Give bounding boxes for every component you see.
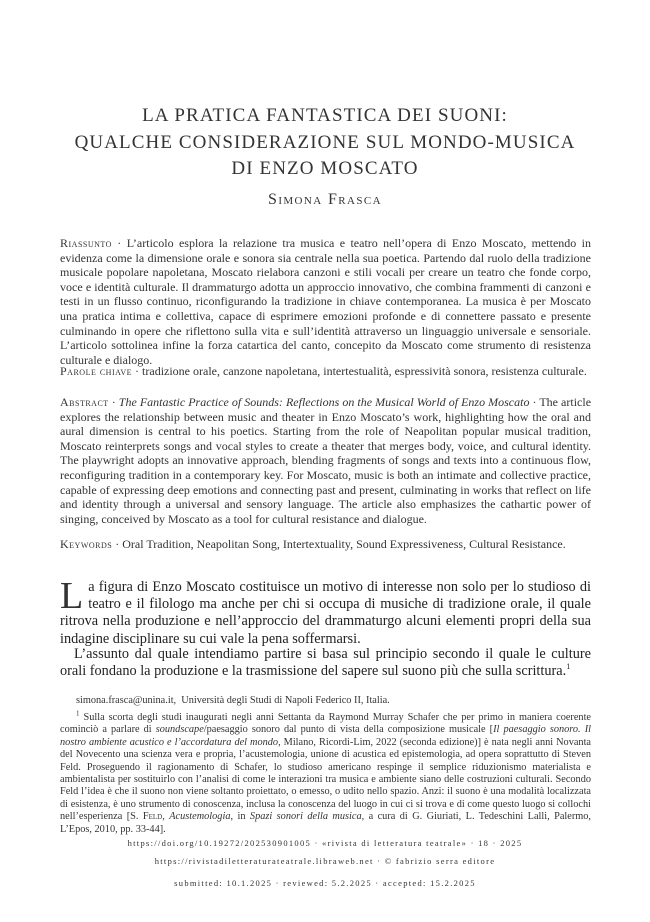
author-affiliation: [76, 695, 390, 706]
footnote-reference[interactable]: 1: [566, 662, 571, 672]
title-line-2: QUALCHE CONSIDERAZIONE SUL MONDO-MUSICA: [74, 131, 576, 153]
parole-chiave-paragraph: Parole chiave · tradizione orale, canzone napoletana, intertestualità, espressività sonora, resistenza culturale.: [60, 364, 587, 378]
keywords-paragraph: Keywords · Oral Tradition, Neapolitan Song, Intertextuality, Sound Expressiveness, Cultural Resistance.: [60, 537, 566, 551]
abstract-text: The article explores the relationship between music and theater in Enzo Moscato’s work, highlighting how the oral and aural dimension is central to his poetics. Starting from the role of Neapolitan popular musical tradition, Moscato reinterprets songs and vocal styles to create a theater that merges body, voice, and cultural identity. The playwright adopts an innovative approach, blending fragments of songs and texts into a continuous flow, reconfiguring tradition in a contemporary key. For Moscato, music is both an intimate and collective practice, capable of expressing deep emotions and connecting past and present, culminating in works that reflect on life and identity through a universal and sensory language. The article also emphasizes the cathartic power of singing, conceived by Moscato as a tool for cultural resistance and dialogue.: [60, 395, 592, 526]
title-line-1: LA PRATICA FANTASTICA DEI SUONI:: [142, 105, 508, 126]
keywords-text: Oral Tradition, Neapolitan Song, Intertextuality, Sound Expressiveness, Cultural Resistance.: [122, 537, 566, 551]
footer-website-line[interactable]: https://rivistadiletteraturateatrale.libraweb.net · © fabrizio serra editore: [154, 856, 496, 866]
footer-dates-line: submitted: 10.1.2025 · reviewed: 5.2.2025 · accepted: 15.2.2025: [174, 878, 476, 888]
riassunto-label: Riassunto: [60, 236, 112, 250]
riassunto-paragraph: Riassunto · L’articolo esplora la relazione tra musica e teatro nell’opera di Enzo Moscato, mettendo in evidenza come la dimensione orale e sonora sia centrale nella sua poetica. Partendo dal ruolo della tradizione musicale popolare napoletana, Moscato rielabora canzoni e stili vocali per creare un teatro che fonde corpo, voce e identità culturale. Il drammaturgo adotta un approccio innovativo, che combina frammenti di canzoni e testi in un flusso continuo, riconfigurando la tradizione in chiave contemporanea. La musica è per Moscato una pratica intima e collettiva, capace di esprimere emozioni profonde e di connettere passato e presente culminando in opere che riflettono sulla vita e sull’identità attraverso un linguaggio universale e sensoriale. L’articolo sottolinea infine la forza catartica del canto, concepito da Moscato come strumento di resistenza culturale e dialogo.: [60, 236, 592, 367]
title-line-3: DI ENZO MOSCATO: [231, 158, 419, 179]
author-name: Simona Frasca: [268, 191, 382, 208]
body-paragraph-1: La figura di Enzo Moscato costituisce un motivo di interesse non solo per lo studioso di teatro e il filologo ma anche per chi si occupa di musiche di tradizione orale, il quale ritrova nella produzione e nell’approccio del drammaturgo alcuni elementi propri della sua indagine disciplinare su cui vale la pena soffermarsi.: [60, 575, 591, 647]
parole-chiave-label: Parole chiave: [60, 364, 133, 378]
article-title: [40, 103, 610, 183]
abstract-label: Abstract: [60, 395, 109, 409]
footnote-1: $^1$ Sulla scorta degli studi inaugurati negli anni Settanta da Raymond Murray Schafer che per primo in maniera coerente cominciò a parlare di soundscape/paesaggio sonoro dal punto di vista della composizione musicale [Il paesaggio sonoro. Il nostro ambiente acustico e l’accordatura del mondo, Milano, Ricordi-Lim, 2022 (seconda edizione)] è nata negli anni Novanta del Novecento una scienza vera e propria, l’acustemologia, unione di acustica ed epistemologia, ad opera soprattutto di Steven Feld. Proseguendo il ragionamento di Schafer, lo studioso americano respinge il semplice riduzionismo materialista e ambientalista per sostituirlo con l’analisi di come le interazioni tra musica e ambiente siano delle costruzioni culturali. Secondo Feld l’idea è che il suono non viene soltanto proiettato, o emesso, o udito nello spazio. Anzi: il suono è una modalità localizzata di esistenza, è uno strumento di conoscenza, inclusa la conoscenza del luogo in cui ci si trova e di come questo luogo si collochi nell’esperienza [S. Feld, Acustemologia, in Spazi sonori della musica, a cura di G. Giuriati, L. Tedeschini Lalli, Palermo, L’Epos, 2010, pp. 33-44].: [60, 709, 592, 835]
abstract-english-title: The Fantastic Practice of Sounds: Reflections on the Musical World of Enzo Moscato: [118, 395, 530, 409]
footer-doi-line[interactable]: https://doi.org/10.19272/202530901005 · «rivista di letteratura teatrale» · 18 · 2025: [127, 838, 523, 848]
parole-chiave-text: tradizione orale, canzone napoletana, intertestualità, espressività sonora, resistenza culturale.: [142, 364, 587, 378]
footnote-number: 1: [76, 709, 80, 718]
author-email[interactable]: simona.frasca@unina.it,: [76, 695, 177, 706]
body-paragraph-2: L’assunto dal quale intendiamo partire si basa sul principio secondo il quale le culture orali fondano la produzione e la trasmissione del sapere sul suono più che sulla scrittura.$^1$: [60, 646, 591, 680]
abstract-paragraph: Abstract · The Fantastic Practice of Sounds: Reflections on the Musical World of Enzo Moscato · The article explores the relationship between music and theater in Enzo Moscato’s work, highlighting how the oral and aural dimension is central to his poetics. Starting from the role of Neapolitan popular musical tradition, Moscato reinterprets songs and vocal styles to create a theater that merges body, voice, and cultural identity. The playwright adopts an innovative approach, blending fragments of songs and texts into a continuous flow, reconfiguring tradition in a contemporary key. For Moscato, music is both an intimate and collective practice, capable of expressing deep emotions and connecting past and present, culminating in works that reflect on life and identity through a universal and sensory language. The article also emphasizes the cathartic power of singing, conceived by Moscato as a tool for cultural resistance and dialogue.: [60, 395, 592, 526]
keywords-label: Keywords: [60, 537, 113, 551]
author-institution: Università degli Studi di Napoli Federico II, Italia.: [181, 695, 390, 706]
drop-cap: L: [60, 575, 84, 617]
riassunto-text: L’articolo esplora la relazione tra musica e teatro nell’opera di Enzo Moscato, mettendo in evidenza come la dimensione orale e sonora sia centrale nella sua poetica. Partendo dal ruolo della tradizione musicale popolare napoletana, Moscato rielabora canzoni e stili vocali per creare un teatro che fonde corpo, voce e identità culturale. Il drammaturgo adotta un approccio innovativo, che combina frammenti di canzoni e testi in un flusso continuo, riconfigurando la tradizione in chiave contemporanea. La musica è per Moscato una pratica intima e collettiva, capace di esprimere emozioni profonde e di connettere passato e presente culminando in opere che riflettono sulla vita e sull’identità attraverso un linguaggio universale e sensoriale. L’articolo sottolinea infine la forza catartica del canto, concepito da Moscato come strumento di resistenza culturale e dialogo.: [60, 236, 592, 367]
